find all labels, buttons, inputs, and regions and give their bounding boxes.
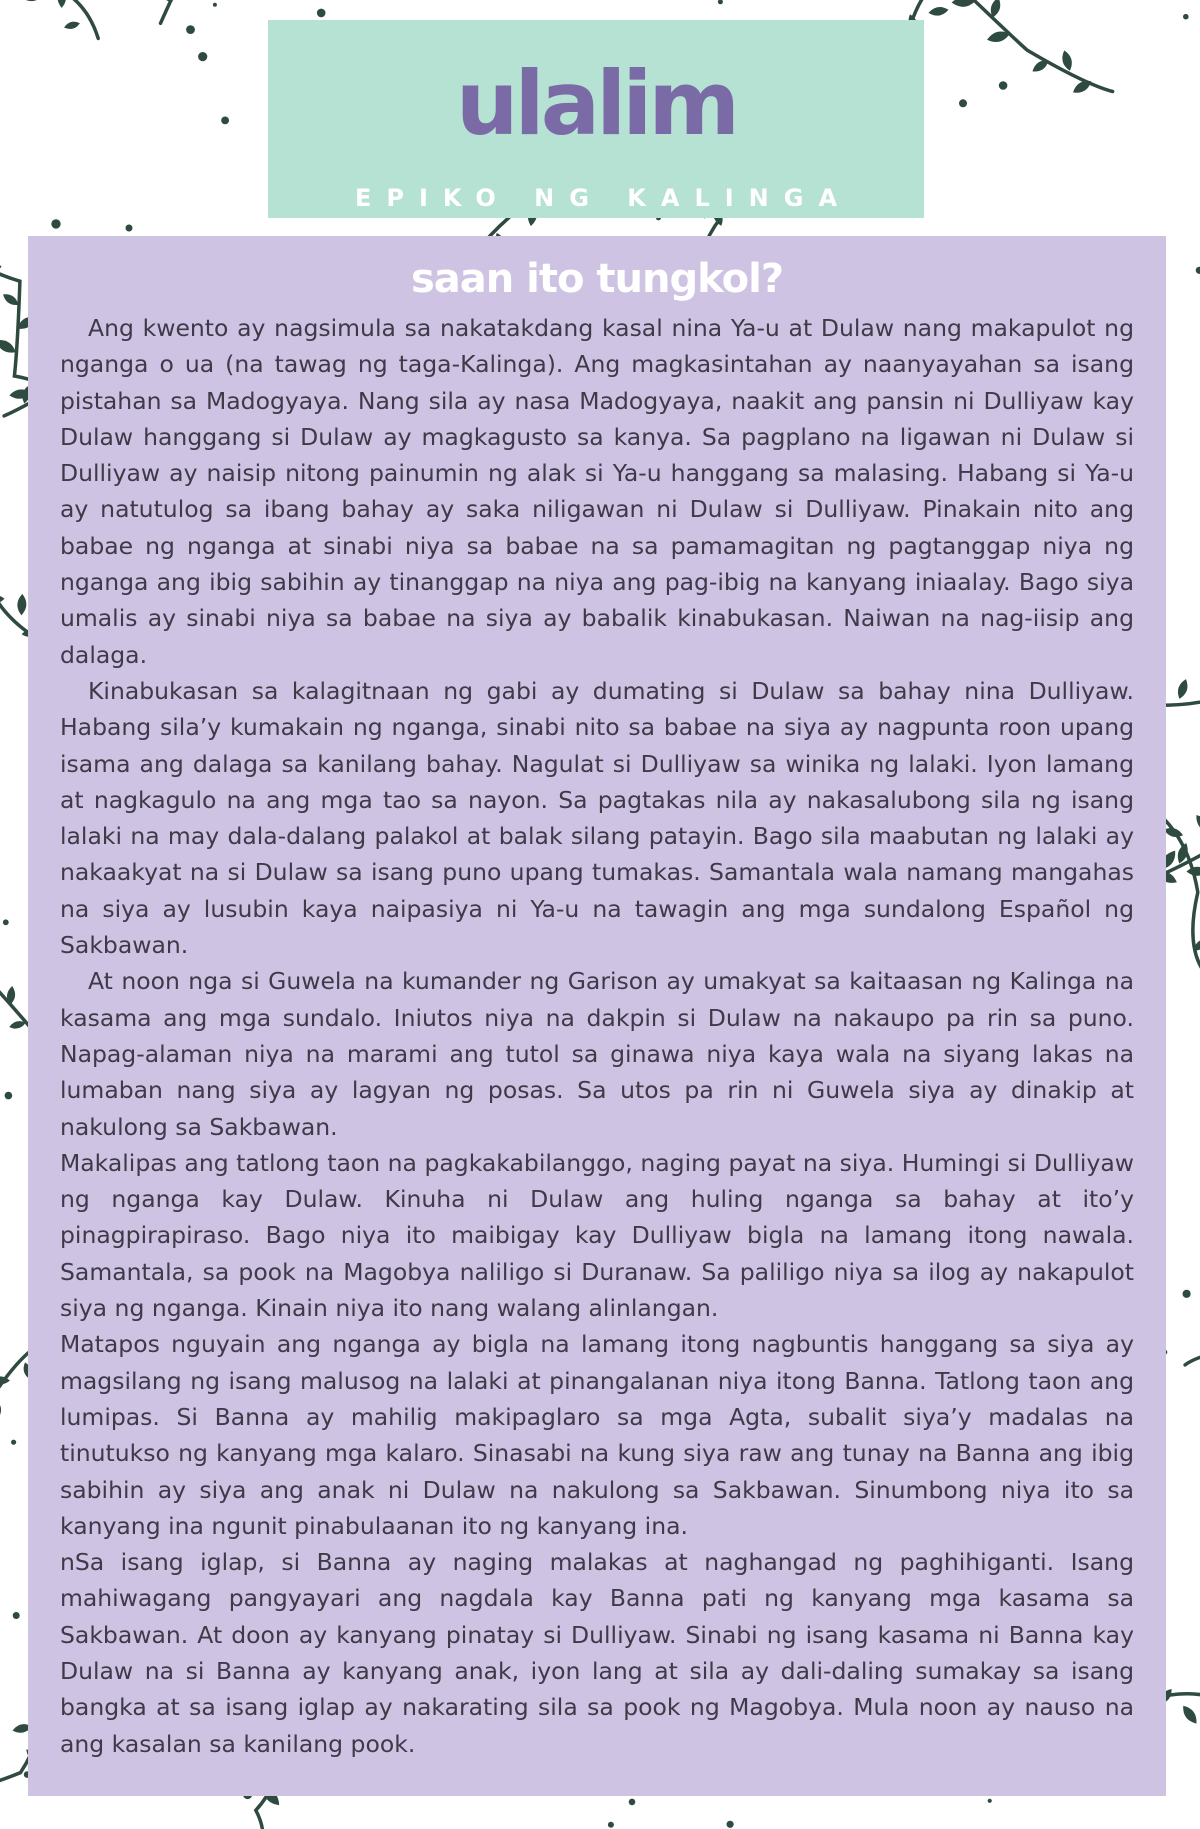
- section-heading: saan ito tungkol?: [410, 256, 784, 302]
- page-subtitle: EPIKO NG KALINGA: [354, 184, 853, 212]
- paragraph-3: At noon nga si Guwela na kumander ng Garison ay umakyat sa kaitaasan ng Kalinga na kasama ang mga sundalo. Iniutos niya na dakpin si Dulaw na nakaupo pa rin sa puno. Napag-alaman niya na marami ang tutol sa ginawa niya kaya wala na siyang lakas na lumaban nang siya ay lagyan ng posas. Sa utos pa rin ni Guwela siya ay dinakip at nakulong sa Sakbawan.: [60, 967, 1134, 1141]
- paragraph-6: nSa isang iglap, si Banna ay naging malakas at naghangad ng paghihiganti. Isang mahiwagang pangyayari ang nagdala kay Banna pati ng kanyang mga kasama sa Sakbawan. At doon ay kanyang pinatay si Dulliyaw. Sinabi ng isang kasama ni Banna kay Dulaw na si Banna ay kanyang anak, iyon lang at sila ay dali-daling sumakay sa isang bangka at sa isang iglap ay nakarating sila sa pook ng Magobya. Mula noon ay nauso na ang kasalan sa kanilang pook.: [60, 1548, 1134, 1758]
- page-title: ulalim: [455, 52, 737, 155]
- summary-panel: [28, 236, 1166, 1796]
- title-banner: [268, 20, 924, 218]
- paragraph-2: Kinabukasan sa kalagitnaan ng gabi ay dumating si Dulaw sa bahay nina Dulliyaw. Habang sila’y kumakain ng nganga, sinabi nito sa babae na siya ay nagpunta roon upang isama ang dalaga sa kanilang bahay. Nagulat si Dulliyaw sa winika ng lalaki. Iyon lamang at nagkagulo na ang mga tao sa nayon. Sa pagtakas nila ay nakasalubong sila ng isang lalaki na may dala-dalang palakol at balak silang patayin. Bago sila maabutan ng lalaki ay nakaakyat na si Dulaw sa isang puno upang tumakas. Samantala wala namang mangahas na siya ay lusubin kaya naipasiya ni Ya-u na tawagin ang mga sundalong Español ng Sakbawan.: [60, 676, 1134, 960]
- paragraph-5: Matapos nguyain ang nganga ay bigla na lamang itong nagbuntis hanggang sa siya ay magsilang ng isang malusog na lalaki at pinangalanan niya itong Banna. Tatlong taon ang lumipas. Si Banna ay mahilig makipaglaro sa mga Agta, subalit siya’y madalas na tinutukso ng kanyang mga kalaro. Sinasabi na kung siya raw ang tunay na Banna ang ibig sabihin ay siya ang anak ni Dulaw na nakulong sa Sakbawan. Sinumbong niya ito sa kanyang ina ngunit pinabulaanan ito ng kanyang ina.: [60, 1330, 1134, 1540]
- paragraph-4: Makalipas ang tatlong taon na pagkakabilanggo, naging payat na siya. Humingi si Dulliyaw ng nganga kay Dulaw. Kinuha ni Dulaw ang huling nganga sa bahay at ito’y pinagpirapiraso. Bago niya ito maibigay kay Dulliyaw bigla na lamang itong nawala. Samantala, sa pook na Magobya naliligo si Duranaw. Sa paliligo niya sa ilog ay nakapulot siya ng nganga. Kinain niya ito nang walang alinlangan.: [60, 1148, 1134, 1323]
- paragraph-1: Ang kwento ay nagsimula sa nakatakdang kasal nina Ya-u at Dulaw nang makapulot ng nganga o ua (na tawag ng taga-Kalinga). Ang magkasintahan ay naanyayahan sa isang pistahan sa Madogyaya. Nang sila ay nasa Madogyaya, naakit ang pansin ni Dulliyaw kay Dulaw hanggang si Dulaw ay magkagusto sa kanya. Sa pagplano na ligawan ni Dulaw si Dulliyaw ay naisip nitong painumin ng alak si Ya-u hanggang sa malasing. Habang si Ya-u ay natutulog sa ibang bahay ay saka niligawan ni Dulaw si Dulliyaw. Pinakain nito ang babae ng nganga at sinabi niya sa babae na sa pamamagitan ng pagtanggap niya ng nganga ang ibig sabihin ay tinanggap na niya ang pag-ibig na kanyang iniaalay. Bago siya umalis ay sinabi niya sa babae na siya ay babalik kinabukasan. Naiwan na nag-iisip ang dalaga.: [60, 314, 1134, 669]
